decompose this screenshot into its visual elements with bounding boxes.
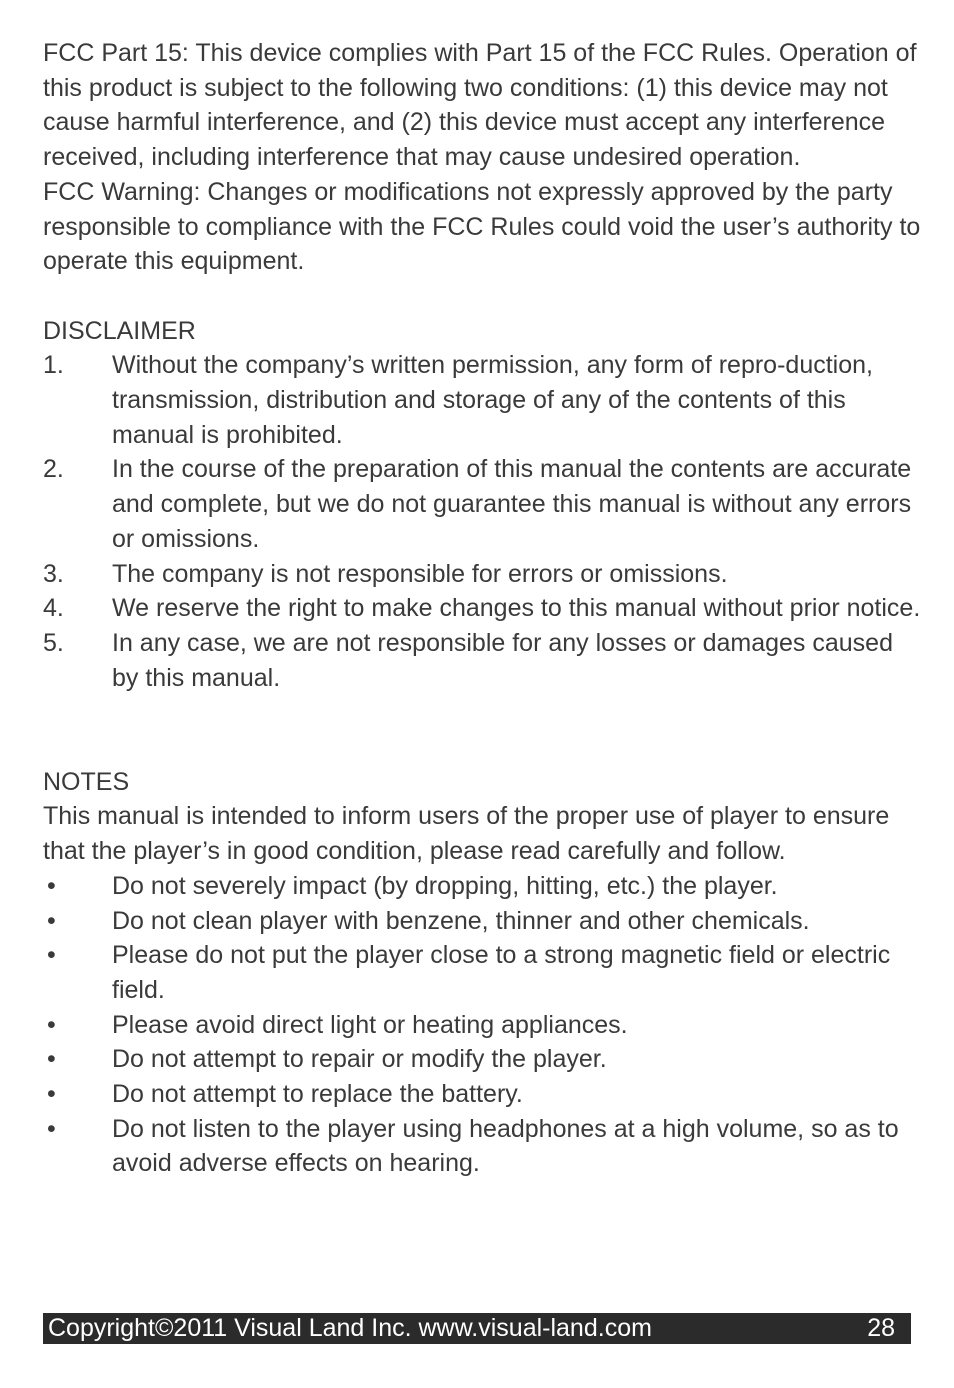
disclaimer-item-text: In any case, we are not responsible for any losses or damages caused by this manual.: [112, 628, 893, 692]
notes-list: [43, 869, 923, 1181]
disclaimer-item: [43, 348, 923, 452]
notes-item-text: Do not listen to the player using headphones at a high volume, so as to avoid adverse effects on hearing.: [112, 1114, 899, 1178]
list-number: 4.: [43, 594, 64, 623]
fcc-warning-paragraph: FCC Warning: Changes or modifications not expressly approved by the party responsible to compliance with the FCC Rules could void the user’s authority to operate this equipment.: [43, 177, 921, 276]
list-number: 5.: [43, 628, 64, 657]
disclaimer-item-text: We reserve the right to make changes to this manual without prior notice.: [112, 594, 921, 623]
bullet-icon: •: [47, 1080, 56, 1109]
list-number: 2.: [43, 455, 64, 484]
spacer: [43, 279, 923, 314]
bullet-icon: •: [47, 1010, 56, 1039]
notes-item: [43, 1112, 923, 1181]
notes-item: [43, 1008, 923, 1043]
notes-item: [43, 938, 923, 1007]
notes-intro: This manual is intended to inform users of the proper use of player to ensure that the player’s in good condition, please read carefully and follow.: [43, 802, 890, 866]
notes-item-text: Do not clean player with benzene, thinner and other chemicals.: [112, 906, 810, 935]
bullet-icon: •: [47, 906, 56, 935]
notes-heading: NOTES: [43, 767, 130, 796]
list-number: 3.: [43, 559, 64, 588]
notes-item-text: Do not attempt to repair or modify the player.: [112, 1045, 607, 1074]
disclaimer-item-text: Without the company’s written permission, any form of repro-duction, transmission, distribution and storage of any of the contents of this manual is prohibited.: [112, 351, 873, 449]
notes-item: [43, 869, 923, 904]
disclaimer-item: [43, 557, 923, 592]
disclaimer-item-text: In the course of the preparation of this manual the contents are accurate and complete, but we do not guarantee this manual is without any errors or omissions.: [112, 455, 912, 553]
bullet-icon: •: [47, 871, 56, 900]
list-number: 1.: [43, 351, 64, 380]
notes-item-text: Please avoid direct light or heating appliances.: [112, 1010, 628, 1039]
manual-page: [43, 36, 923, 1181]
bullet-icon: •: [47, 1114, 56, 1143]
disclaimer-item: [43, 591, 923, 626]
bullet-icon: •: [47, 941, 56, 970]
disclaimer-item: [43, 626, 923, 695]
page-number: 28: [867, 1314, 895, 1342]
notes-item-text: Do not severely impact (by dropping, hitting, etc.) the player.: [112, 871, 778, 900]
notes-item-text: Please do not put the player close to a strong magnetic field or electric field.: [112, 941, 891, 1004]
bullet-icon: •: [47, 1045, 56, 1074]
notes-item-text: Do not attempt to replace the battery.: [112, 1080, 523, 1109]
disclaimer-item-text: The company is not responsible for errors or omissions.: [112, 559, 728, 588]
disclaimer-list: [43, 348, 923, 695]
notes-item: [43, 1077, 923, 1112]
disclaimer-item: [43, 452, 923, 556]
page-footer: [43, 1313, 911, 1344]
notes-item: [43, 904, 923, 939]
fcc-part15-paragraph: FCC Part 15: This device complies with Part 15 of the FCC Rules. Operation of this product is subject to the following two conditions: (1) this device may not cause harmful interference, and (2) this device must accept any interference received, including interference that may cause undesired operation.: [43, 39, 917, 172]
copyright-text: Copyright©2011 Visual Land Inc. www.visual-land.com: [48, 1314, 652, 1342]
notes-item: [43, 1042, 923, 1077]
disclaimer-heading: DISCLAIMER: [43, 316, 196, 345]
spacer: [43, 695, 923, 764]
